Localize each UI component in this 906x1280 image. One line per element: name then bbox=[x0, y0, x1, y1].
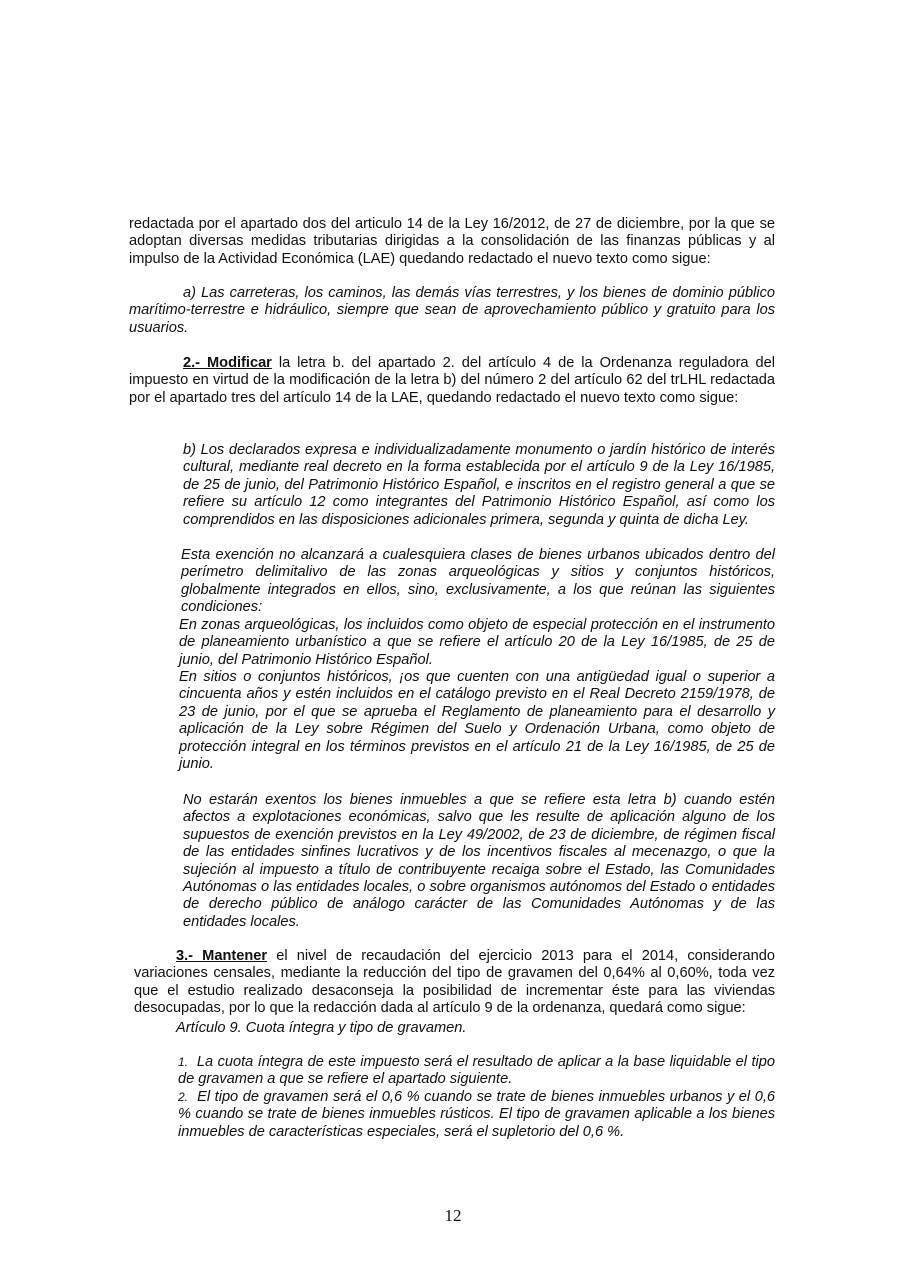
quote-a-paragraph: a) Las carreteras, los caminos, las demás vías terrestres, y los bienes de dominio público marítimo-terrestre e hidráulico, siempre que sean de aprovechamiento público y gratuito para los usuarios. bbox=[129, 285, 775, 336]
quote-b-paragraph-2: Esta exención no alcanzará a cualesquiera clases de bienes urbanos ubicados dentro del perímetro delimitalivo de las zonas arqueológicas y sitios y conjuntos históricos, globalmente integrados en ellos, sino, exclusivamente, a los que reúnan las siguientes condiciones: bbox=[181, 547, 775, 616]
section-2-paragraph bbox=[129, 355, 775, 407]
quote-b-paragraph-1: b) Los declarados expresa e individualizadamente monumento o jardín histórico de interés cultural, mediante real decreto en la forma establecida por el artículo 9 de la Ley 16/1985, de 25 de junio, del Patrimonio Histórico Español, e inscritos en el registro general a que se refiere su artículo 12 como integrantes del Patrimonio Histórico Español, así como los comprendidos en las disposiciones adicionales primera, segunda y quinta de dicha Ley. bbox=[183, 442, 775, 528]
quote-b-paragraph-5: No estarán exentos los bienes inmuebles a que se refiere esta letra b) cuando estén afectos a explotaciones económicas, salvo que les resulte de aplicación alguno de los supuestos de exención previstos en la Ley 49/2002, de 23 de diciembre, de régimen fiscal de las entidades sinfines lucrativos y de los incentivos fiscales al mecenazgo, o que la sujeción al impuesto a título de contribuyente recaiga sobre el Estado, las Comunidades Autónomas o las entidades locales, o sobre organismos autónomos del Estado o entidades de derecho público de análogo carácter de las Comunidades Autónomas y de las entidades locales. bbox=[183, 792, 775, 930]
item-1-text: La cuota íntegra de este impuesto será el resultado de aplicar a la base liquidable el tipo de gravamen a que se refiere el apartado siguiente. bbox=[178, 1054, 776, 1088]
section-3-paragraph bbox=[134, 948, 775, 1018]
section-2-text: la letra b. del apartado 2. del artículo 4 de la Ordenanza reguladora del impuesto en virtud de la modificación de la letra b) del número 2 del artículo 62 del trLHL redactada por el apartado tres del artículo 14 de la LAE, quedando redactado el nuevo texto como sigue: bbox=[129, 355, 775, 406]
item-2-number: 2. bbox=[178, 1090, 189, 1104]
section-2-label: 2.- Modificar bbox=[183, 355, 272, 371]
intro-paragraph: redactada por el apartado dos del articulo 14 de la Ley 16/2012, de 27 de diciembre, por la que se adoptan diversas medidas tributarias dirigidas a la consolidación de las finanzas públicas y al impulso de la Actividad Económica (LAE) quedando redactado el nuevo texto como sigue: bbox=[129, 216, 775, 267]
quote-b-paragraph-4: En sitios o conjuntos históricos, ¡os que cuenten con una antigüedad igual o superior a cincuenta años y estén incluidos en el catálogo previsto en el Real Decreto 2159/1978, de 23 de junio, por el que se aprueba el Reglamento de planeamiento para el desarrollo y aplicación de la Ley sobre Régimen del Suelo y Ordenación Urbana, como objeto de protección integral en los términos previstos en el artículo 21 de la Ley 16/1985, de 25 de junio. bbox=[179, 669, 775, 773]
section-3-label: 3.- Mantener bbox=[176, 948, 268, 964]
page-number: 12 bbox=[444, 1206, 462, 1225]
article-9-item-2 bbox=[178, 1089, 775, 1141]
item-2-text: El tipo de gravamen será el 0,6 % cuando se trate de bienes inmuebles urbanos y el 0,6 % cuando se trate de bienes inmuebles rústicos. El tipo de gravamen aplicable a los bienes inmuebles de características especiales, será el supletorio del 0,6 %. bbox=[178, 1089, 776, 1140]
item-1-number: 1. bbox=[178, 1055, 189, 1069]
article-9-heading: Artículo 9. Cuota íntegra y tipo de gravamen. bbox=[176, 1020, 467, 1036]
article-9-item-1 bbox=[178, 1054, 775, 1089]
quote-b-paragraph-3: En zonas arqueológicas, los incluidos como objeto de especial protección en el instrumento de planeamiento urbanístico a que se refiere el artículo 20 de la Ley 16/1985, de 25 de junio, del Patrimonio Histórico Español. bbox=[179, 617, 775, 668]
section-3-text: el nivel de recaudación del ejercicio 2013 para el 2014, considerando variaciones censales, mediante la reducción del tipo de gravamen del 0,64% al 0,60%, toda vez que el estudio realizado desaconseja la posibilidad de incrementar éste para las viviendas desocupadas, por lo que la redacción dada al artículo 9 de la ordenanza, quedará como sigue: bbox=[134, 948, 775, 1017]
